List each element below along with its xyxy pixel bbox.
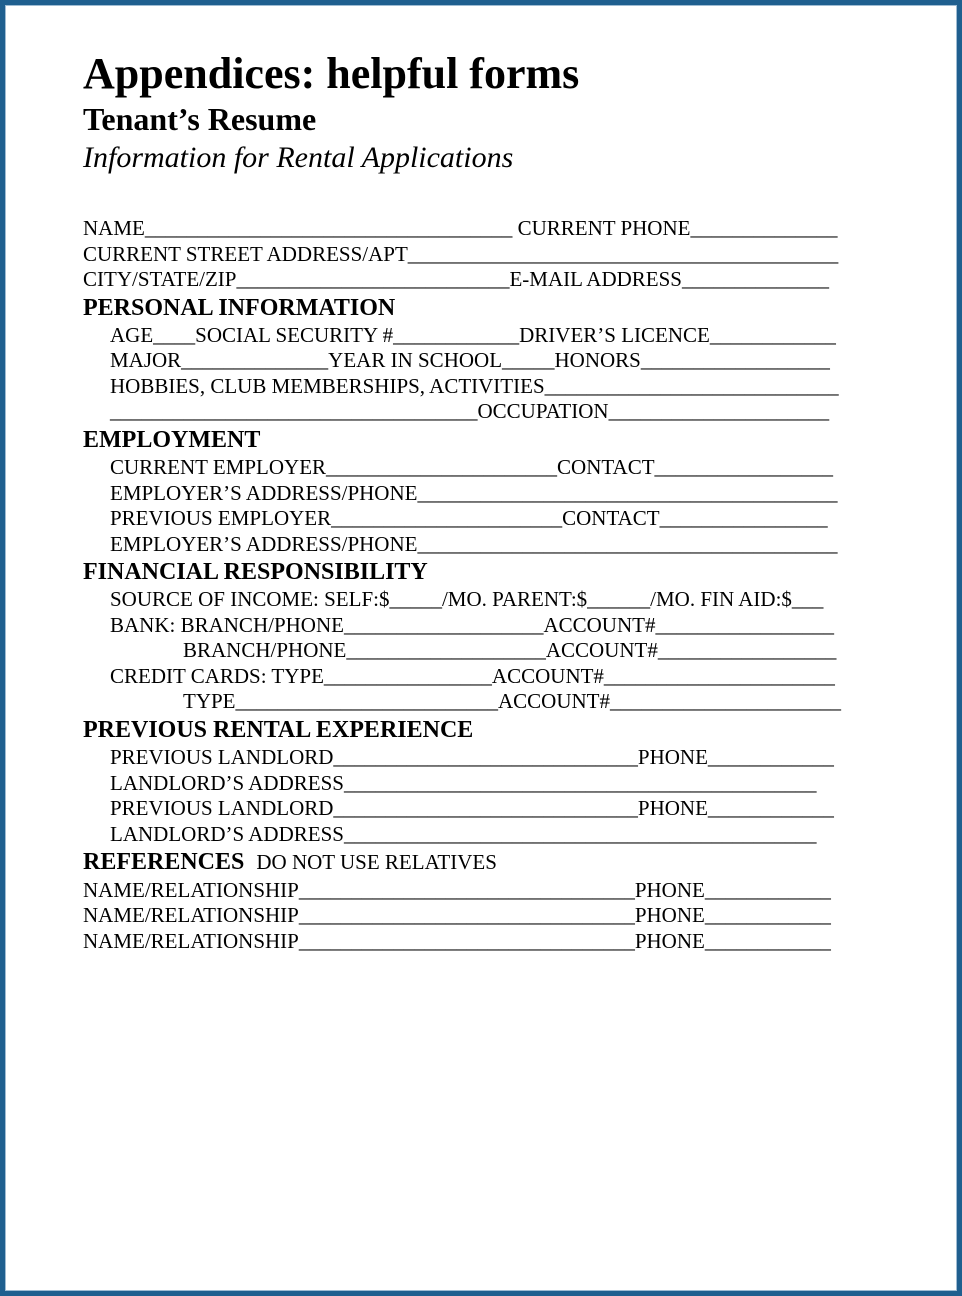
age-ssn-licence-line[interactable]: AGE____SOCIAL SECURITY #____________DRIVER’S LICENCE____________ (110, 323, 836, 347)
page-title: Appendices: helpful forms (83, 49, 580, 98)
street-address-line[interactable]: CURRENT STREET ADDRESS/APT_________________________________________ (83, 242, 839, 266)
form-tagline: Information for Rental Applications (83, 141, 514, 174)
hobbies-line[interactable]: HOBBIES, CLUB MEMBERSHIPS, ACTIVITIES____________________________ (110, 374, 839, 398)
references-heading (83, 848, 497, 876)
references-note: DO NOT USE RELATIVES (256, 850, 497, 874)
major-year-honors-line[interactable]: MAJOR______________YEAR IN SCHOOL_____HONORS__________________ (110, 348, 830, 372)
personal-information-heading: PERSONAL INFORMATION (83, 295, 396, 321)
name-phone-line[interactable]: NAME___________________________________ CURRENT PHONE______________ (83, 216, 838, 240)
bank-branch-line-1[interactable]: BANK: BRANCH/PHONE___________________ACCOUNT#_________________ (110, 613, 834, 637)
previous-landlord-line-2[interactable]: PREVIOUS LANDLORD_____________________________PHONE____________ (110, 796, 834, 820)
source-of-income-line[interactable]: SOURCE OF INCOME: SELF:$_____/MO. PARENT:$______/MO. FIN AID:$___ (110, 587, 824, 611)
city-email-line[interactable]: CITY/STATE/ZIP__________________________E-MAIL ADDRESS______________ (83, 267, 829, 291)
reference-line-3[interactable]: NAME/RELATIONSHIP________________________________PHONE____________ (83, 929, 831, 953)
current-employer-address-line[interactable]: EMPLOYER’S ADDRESS/PHONE________________________________________ (110, 481, 838, 505)
previous-employer-address-line[interactable]: EMPLOYER’S ADDRESS/PHONE________________________________________ (110, 532, 838, 556)
landlord-address-line-1[interactable]: LANDLORD’S ADDRESS_____________________________________________ (110, 771, 817, 795)
credit-card-line-2[interactable]: TYPE_________________________ACCOUNT#______________________ (183, 689, 842, 713)
credit-card-line-1[interactable]: CREDIT CARDS: TYPE________________ACCOUNT#______________________ (110, 664, 835, 688)
landlord-address-line-2[interactable]: LANDLORD’S ADDRESS_____________________________________________ (110, 822, 817, 846)
financial-responsibility-heading: FINANCIAL RESPONSIBILITY (83, 559, 428, 585)
current-employer-line[interactable]: CURRENT EMPLOYER______________________CONTACT_________________ (110, 455, 834, 479)
employment-heading: EMPLOYMENT (83, 427, 261, 453)
bank-branch-line-2[interactable]: BRANCH/PHONE___________________ACCOUNT#_________________ (183, 638, 837, 662)
reference-line-2[interactable]: NAME/RELATIONSHIP________________________________PHONE____________ (83, 903, 831, 927)
previous-rental-heading: PREVIOUS RENTAL EXPERIENCE (83, 717, 474, 743)
references-title: REFERENCES (83, 849, 245, 875)
reference-line-1[interactable]: NAME/RELATIONSHIP________________________________PHONE____________ (83, 878, 831, 902)
occupation-line[interactable]: ___________________________________OCCUPATION_____________________ (110, 399, 830, 423)
previous-employer-line[interactable]: PREVIOUS EMPLOYER______________________CONTACT________________ (110, 506, 828, 530)
form-title: Tenant’s Resume (83, 101, 317, 137)
previous-landlord-line-1[interactable]: PREVIOUS LANDLORD_____________________________PHONE____________ (110, 745, 834, 769)
